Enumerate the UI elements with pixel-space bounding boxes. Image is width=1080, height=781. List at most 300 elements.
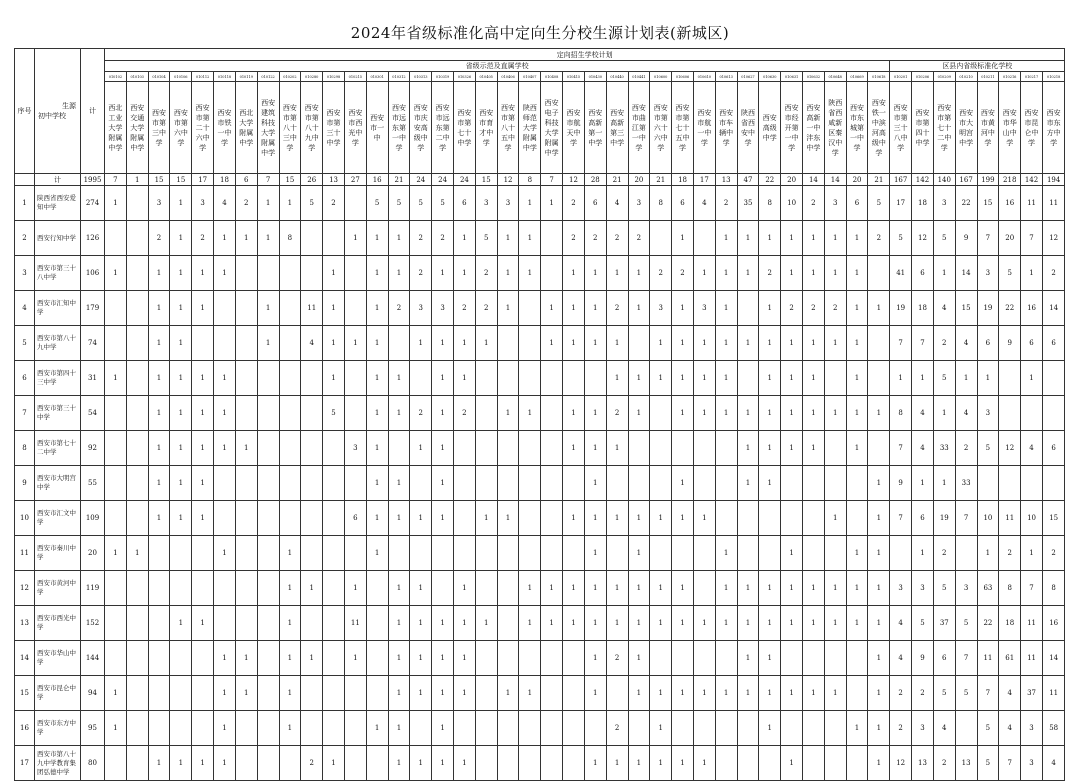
- quota-cell: [235, 466, 257, 501]
- quota-cell: 1: [584, 501, 606, 536]
- school-total-cell: 21: [388, 174, 410, 186]
- quota-cell: [301, 431, 323, 466]
- quota-cell: [323, 641, 345, 676]
- quota-cell: 1: [497, 396, 519, 431]
- school-name: 西安交通大学附属中学: [126, 82, 148, 174]
- quota-cell: 2: [410, 221, 432, 256]
- quota-cell: [170, 641, 192, 676]
- quota-cell: [388, 326, 410, 361]
- quota-cell: 1: [170, 291, 192, 326]
- school-name: 西安电子科技大学附属中学: [541, 82, 563, 174]
- page-title: 2024年省级标准化高中定向生分校生源计划表(新城区): [350, 24, 730, 42]
- quota-cell: 6: [1042, 326, 1064, 361]
- quota-cell: 1: [672, 361, 694, 396]
- quota-cell: [759, 746, 781, 781]
- quota-cell: [693, 536, 715, 571]
- quota-cell: 8: [650, 186, 672, 221]
- quota-cell: 1: [737, 396, 759, 431]
- quota-cell: 2: [672, 256, 694, 291]
- school-name: 西安市西光中学: [344, 82, 366, 174]
- school-name: 陕西省西安中学: [737, 82, 759, 174]
- school-name: 西北工业大学附属中学: [105, 82, 127, 174]
- quota-cell: 5: [366, 186, 388, 221]
- quota-cell: [214, 291, 236, 326]
- quota-cell: 1: [279, 536, 301, 571]
- quota-cell: 1: [759, 396, 781, 431]
- quota-cell: 17: [890, 186, 912, 221]
- source-school-name: 西安市汇文中学: [35, 501, 81, 536]
- row-total: 94: [81, 676, 105, 711]
- school-name: 西安市第三十中学: [323, 82, 345, 174]
- quota-cell: [803, 536, 825, 571]
- quota-cell: 6: [912, 256, 934, 291]
- quota-cell: [846, 746, 868, 781]
- quota-cell: 4: [912, 431, 934, 466]
- quota-cell: 1: [737, 326, 759, 361]
- quota-cell: 7: [890, 431, 912, 466]
- quota-cell: 2: [650, 256, 672, 291]
- row-total: 55: [81, 466, 105, 501]
- school-code: 010280: [301, 72, 323, 82]
- quota-cell: 1: [388, 396, 410, 431]
- quota-cell: [454, 466, 476, 501]
- row-total: 20: [81, 536, 105, 571]
- quota-cell: [148, 711, 170, 746]
- quota-cell: 1: [279, 606, 301, 641]
- quota-cell: 7: [955, 641, 977, 676]
- school-code: 010606: [672, 72, 694, 82]
- quota-cell: 1: [759, 431, 781, 466]
- group-b-header: 区县内省级标准化学校: [890, 61, 1065, 72]
- quota-cell: [803, 746, 825, 781]
- quota-cell: 7: [912, 326, 934, 361]
- quota-cell: 7: [1021, 221, 1043, 256]
- quota-cell: [323, 536, 345, 571]
- quota-cell: [301, 466, 323, 501]
- row-total: 80: [81, 746, 105, 781]
- quota-cell: [454, 431, 476, 466]
- quota-cell: [257, 361, 279, 396]
- quota-cell: 1: [1021, 536, 1043, 571]
- quota-cell: 1: [366, 536, 388, 571]
- source-school-name: 西安市汇知中学: [35, 291, 81, 326]
- quota-cell: [759, 501, 781, 536]
- quota-cell: [323, 676, 345, 711]
- quota-cell: 1: [759, 221, 781, 256]
- quota-cell: 1: [563, 256, 585, 291]
- quota-cell: 1: [803, 221, 825, 256]
- quota-cell: 1: [497, 291, 519, 326]
- quota-cell: 1: [432, 326, 454, 361]
- quota-cell: 1: [432, 606, 454, 641]
- source-school-name: 西安市第四十三中学: [35, 361, 81, 396]
- quota-cell: [541, 256, 563, 291]
- quota-cell: 2: [933, 326, 955, 361]
- quota-cell: 35: [737, 186, 759, 221]
- quota-cell: [279, 326, 301, 361]
- quota-cell: 3: [912, 571, 934, 606]
- table-row: [15, 676, 1065, 711]
- quota-cell: 3: [192, 186, 214, 221]
- quota-cell: [148, 676, 170, 711]
- quota-cell: 1: [759, 711, 781, 746]
- quota-cell: 1: [170, 396, 192, 431]
- quota-cell: 1: [148, 256, 170, 291]
- table-row: [15, 326, 1065, 361]
- quota-cell: 1: [606, 431, 628, 466]
- quota-cell: [301, 221, 323, 256]
- quota-cell: 2: [410, 256, 432, 291]
- quota-cell: 2: [890, 711, 912, 746]
- quota-cell: 11: [301, 291, 323, 326]
- quota-cell: [344, 536, 366, 571]
- quota-cell: 2: [454, 291, 476, 326]
- school-total-cell: 12: [563, 174, 585, 186]
- quota-cell: 1: [803, 676, 825, 711]
- school-total-cell: 18: [214, 174, 236, 186]
- source-school-name: 西安市大明宫中学: [35, 466, 81, 501]
- quota-cell: 1: [519, 571, 541, 606]
- school-total-cell: 7: [105, 174, 127, 186]
- quota-cell: 15: [977, 186, 999, 221]
- quota-cell: 1: [148, 361, 170, 396]
- quota-cell: 1: [279, 186, 301, 221]
- quota-cell: 1: [672, 221, 694, 256]
- quota-cell: 1: [432, 746, 454, 781]
- quota-cell: 1: [737, 431, 759, 466]
- table-row: [15, 746, 1065, 781]
- quota-cell: 2: [715, 186, 737, 221]
- source-school-name: 西安市第三十八中学: [35, 256, 81, 291]
- quota-cell: [497, 361, 519, 396]
- quota-cell: 1: [912, 466, 934, 501]
- quota-cell: 2: [192, 221, 214, 256]
- school-code: 010319: [432, 72, 454, 82]
- quota-cell: [170, 536, 192, 571]
- quota-cell: 1: [737, 571, 759, 606]
- table-row: [15, 571, 1065, 606]
- quota-cell: 9: [890, 466, 912, 501]
- quota-cell: [563, 536, 585, 571]
- quota-cell: 1: [301, 641, 323, 676]
- quota-cell: [105, 291, 127, 326]
- quota-cell: 1: [148, 466, 170, 501]
- school-total-cell: 18: [672, 174, 694, 186]
- school-code: 010312: [388, 72, 410, 82]
- quota-cell: [541, 466, 563, 501]
- quota-cell: [410, 361, 432, 396]
- school-code: 010407: [519, 72, 541, 82]
- quota-cell: 1: [606, 501, 628, 536]
- row-number: 11: [15, 536, 35, 571]
- quota-cell: 1: [846, 711, 868, 746]
- quota-cell: [257, 396, 279, 431]
- quota-cell: 2: [563, 221, 585, 256]
- quota-cell: 8: [1042, 571, 1064, 606]
- row-total: 95: [81, 711, 105, 746]
- quota-cell: [563, 361, 585, 396]
- quota-cell: 5: [933, 221, 955, 256]
- quota-cell: 1: [759, 361, 781, 396]
- quota-cell: 15: [1042, 501, 1064, 536]
- school-total-cell: 16: [366, 174, 388, 186]
- quota-cell: [323, 501, 345, 536]
- quota-cell: [366, 746, 388, 781]
- quota-cell: 61: [999, 641, 1021, 676]
- quota-cell: [105, 431, 127, 466]
- quota-cell: 1: [672, 466, 694, 501]
- quota-cell: 1: [279, 711, 301, 746]
- quota-cell: 8: [759, 186, 781, 221]
- quota-cell: 4: [214, 186, 236, 221]
- quota-cell: 1: [650, 501, 672, 536]
- quota-cell: 1: [824, 606, 846, 641]
- quota-cell: [563, 746, 585, 781]
- quota-cell: 1: [214, 641, 236, 676]
- quota-cell: [344, 746, 366, 781]
- quota-cell: [497, 746, 519, 781]
- quota-cell: [737, 291, 759, 326]
- quota-cell: 1: [715, 361, 737, 396]
- quota-cell: 6: [344, 501, 366, 536]
- quota-cell: 1: [388, 361, 410, 396]
- quota-cell: 1: [235, 431, 257, 466]
- quota-cell: 11: [1042, 676, 1064, 711]
- quota-cell: [126, 711, 148, 746]
- school-name: 西安建筑科技大学附属中学: [257, 82, 279, 174]
- school-name: 西安高级中学: [759, 82, 781, 174]
- quota-cell: 1: [214, 221, 236, 256]
- source-header-top: 生源: [62, 102, 76, 110]
- quota-cell: 1: [846, 396, 868, 431]
- quota-cell: 1: [715, 221, 737, 256]
- quota-cell: 1: [563, 501, 585, 536]
- quota-cell: [715, 711, 737, 746]
- quota-cell: 1: [650, 676, 672, 711]
- quota-cell: [737, 711, 759, 746]
- quota-cell: [410, 711, 432, 746]
- quota-cell: [650, 641, 672, 676]
- quota-cell: 1: [824, 396, 846, 431]
- quota-cell: 1: [192, 606, 214, 641]
- quota-cell: 1: [846, 361, 868, 396]
- quota-cell: 1: [214, 746, 236, 781]
- quota-cell: 1: [803, 396, 825, 431]
- quota-cell: [563, 676, 585, 711]
- quota-cell: [628, 466, 650, 501]
- quota-cell: [214, 501, 236, 536]
- quota-cell: 1: [541, 291, 563, 326]
- quota-cell: [715, 466, 737, 501]
- quota-cell: 16: [1021, 291, 1043, 326]
- quota-cell: [497, 326, 519, 361]
- school-code: 010405: [475, 72, 497, 82]
- quota-cell: 2: [803, 291, 825, 326]
- source-school-name: 西安市第七十二中学: [35, 431, 81, 466]
- source-school-name: 西安行知中学: [35, 221, 81, 256]
- quota-cell: 19: [977, 291, 999, 326]
- school-code: 010102: [105, 72, 127, 82]
- quota-cell: 1: [606, 361, 628, 396]
- row-number: 14: [15, 641, 35, 676]
- school-total-cell: 218: [999, 174, 1021, 186]
- quota-cell: [737, 746, 759, 781]
- school-code: 010408: [541, 72, 563, 82]
- quota-cell: 3: [475, 186, 497, 221]
- quota-cell: 1: [672, 501, 694, 536]
- quota-cell: 1: [606, 571, 628, 606]
- quota-cell: 1: [868, 501, 890, 536]
- school-name: 西安市远东第二中学: [432, 82, 454, 174]
- quota-cell: 1: [933, 396, 955, 431]
- quota-cell: 3: [650, 291, 672, 326]
- quota-cell: 1: [672, 676, 694, 711]
- quota-cell: 1: [126, 536, 148, 571]
- quota-cell: 5: [432, 186, 454, 221]
- quota-cell: [497, 571, 519, 606]
- quota-cell: [301, 501, 323, 536]
- school-name: 西安铁一中滨河高级中学: [868, 82, 890, 174]
- school-code: 010415: [563, 72, 585, 82]
- quota-cell: 3: [977, 396, 999, 431]
- quota-cell: [628, 431, 650, 466]
- quota-cell: [257, 641, 279, 676]
- quota-cell: 1: [192, 291, 214, 326]
- school-code: 010103: [126, 72, 148, 82]
- quota-cell: 1: [344, 326, 366, 361]
- quota-cell: 1: [388, 746, 410, 781]
- quota-cell: 2: [628, 221, 650, 256]
- quota-cell: 1: [497, 256, 519, 291]
- quota-cell: 1: [432, 466, 454, 501]
- quota-cell: 16: [999, 186, 1021, 221]
- school-name: 西安市航天中学: [563, 82, 585, 174]
- quota-cell: [475, 431, 497, 466]
- quota-cell: 1: [170, 431, 192, 466]
- school-total-cell: 7: [257, 174, 279, 186]
- quota-cell: 1: [759, 641, 781, 676]
- school-code: 010610: [693, 72, 715, 82]
- quota-cell: [257, 536, 279, 571]
- school-total-cell: 20: [781, 174, 803, 186]
- quota-cell: [606, 676, 628, 711]
- quota-cell: [279, 291, 301, 326]
- row-number: 9: [15, 466, 35, 501]
- quota-cell: 1: [584, 536, 606, 571]
- quota-cell: [737, 361, 759, 396]
- quota-cell: 1: [192, 396, 214, 431]
- quota-cell: 1: [192, 466, 214, 501]
- quota-cell: [105, 326, 127, 361]
- quota-cell: [824, 711, 846, 746]
- quota-cell: 1: [868, 291, 890, 326]
- quota-cell: 1: [475, 606, 497, 641]
- quota-cell: 1: [715, 676, 737, 711]
- quota-cell: [235, 291, 257, 326]
- quota-cell: 1: [715, 326, 737, 361]
- quota-cell: 1: [388, 676, 410, 711]
- quota-cell: 1: [410, 571, 432, 606]
- school-code: 010600: [650, 72, 672, 82]
- school-name: 西安市第八十九中学: [301, 82, 323, 174]
- source-school-name: 西安市秦川中学: [35, 536, 81, 571]
- quota-cell: 1: [759, 326, 781, 361]
- quota-cell: [105, 606, 127, 641]
- quota-cell: [235, 571, 257, 606]
- quota-cell: 1: [410, 676, 432, 711]
- quota-cell: 1: [541, 186, 563, 221]
- quota-cell: 1: [235, 221, 257, 256]
- quota-cell: [497, 711, 519, 746]
- quota-cell: [192, 676, 214, 711]
- quota-cell: [497, 431, 519, 466]
- quota-cell: 14: [1042, 291, 1064, 326]
- quota-cell: 11: [1021, 641, 1043, 676]
- quota-cell: [693, 711, 715, 746]
- quota-cell: 1: [977, 361, 999, 396]
- quota-cell: [279, 396, 301, 431]
- school-code: 010618: [868, 72, 890, 82]
- quota-cell: 1: [628, 746, 650, 781]
- quota-cell: [999, 466, 1021, 501]
- quota-cell: 1: [693, 676, 715, 711]
- school-total-cell: 27: [344, 174, 366, 186]
- school-name: 西安市第三中学: [148, 82, 170, 174]
- table-row: [15, 431, 1065, 466]
- quota-cell: 1: [846, 256, 868, 291]
- school-code: 010104: [148, 72, 170, 82]
- school-code: 010430: [584, 72, 606, 82]
- quota-cell: [301, 536, 323, 571]
- quota-cell: 1: [584, 746, 606, 781]
- quota-cell: [366, 641, 388, 676]
- quota-cell: 3: [912, 711, 934, 746]
- quota-cell: 1: [781, 326, 803, 361]
- quota-cell: [192, 641, 214, 676]
- quota-cell: [824, 431, 846, 466]
- quota-cell: 1: [781, 431, 803, 466]
- quota-cell: [344, 711, 366, 746]
- quota-cell: 1: [454, 746, 476, 781]
- quota-cell: [323, 606, 345, 641]
- quota-cell: 1: [868, 676, 890, 711]
- quota-cell: [148, 606, 170, 641]
- quota-cell: 11: [977, 641, 999, 676]
- quota-cell: 33: [955, 466, 977, 501]
- quota-cell: 4: [890, 641, 912, 676]
- quota-cell: 1: [846, 571, 868, 606]
- quota-cell: [868, 256, 890, 291]
- quota-cell: [170, 571, 192, 606]
- table-row: [15, 711, 1065, 746]
- quota-cell: 1: [650, 326, 672, 361]
- quota-cell: 1: [257, 221, 279, 256]
- quota-cell: 12: [890, 746, 912, 781]
- school-name: 西安市远东第一中学: [388, 82, 410, 174]
- quota-cell: 18: [912, 291, 934, 326]
- quota-cell: 3: [933, 186, 955, 221]
- quota-cell: 3: [432, 291, 454, 326]
- quota-cell: 1: [912, 536, 934, 571]
- quota-cell: 1: [759, 291, 781, 326]
- school-total-cell: 194: [1042, 174, 1064, 186]
- quota-cell: 2: [584, 221, 606, 256]
- quota-cell: [388, 431, 410, 466]
- quota-cell: [584, 711, 606, 746]
- row-number: 17: [15, 746, 35, 781]
- quota-cell: 4: [693, 186, 715, 221]
- quota-cell: 1: [584, 641, 606, 676]
